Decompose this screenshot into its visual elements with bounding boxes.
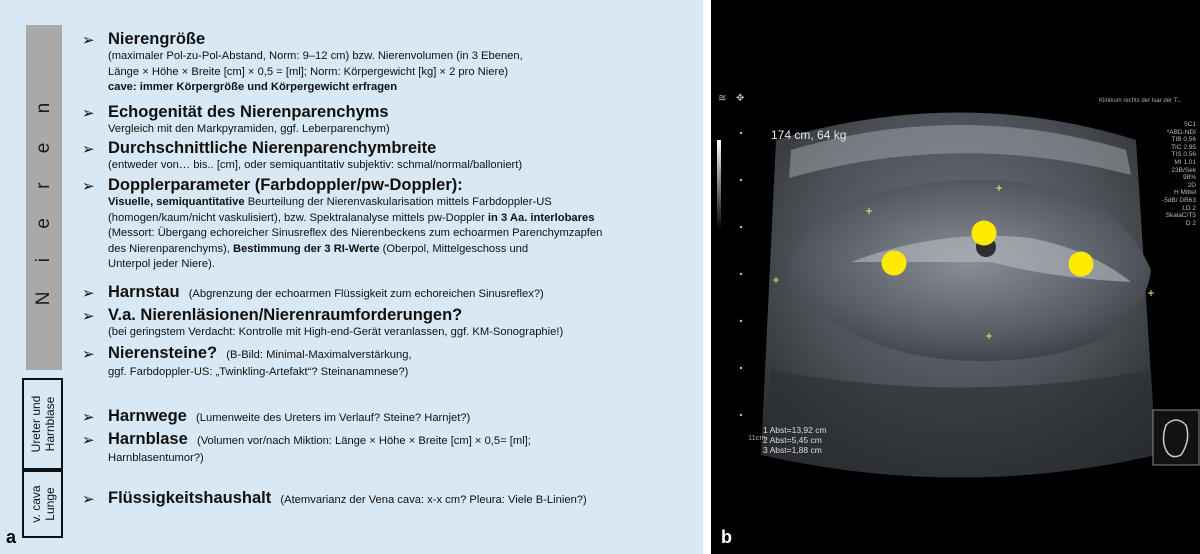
- arrow-bullet-icon: ➢: [82, 409, 95, 426]
- item-desc: (maximaler Pol-zu-Pol-Abstand, Norm: 9–12 cm) bzw. Nierenvolumen (in 3 Ebenen,: [108, 50, 523, 62]
- item-title: Nierensteine? (B-Bild: Minimal-Maximalverstärkung,: [108, 344, 412, 362]
- item-desc: Länge × Höhe × Breite [cm] × 0,5 = [ml]; Norm: Körpergewicht [kg] × 2 pro Niere): [108, 65, 509, 78]
- list-item: [82, 30, 523, 96]
- measurement-2: 2 Abst=5,45 cm: [763, 435, 822, 445]
- item-desc: des Nierenparenchyms), Bestimmung der 3 RI-Werte (Oberpol, Mittelgeschoss und: [108, 242, 529, 255]
- sidebar-ureter-label: Ureter und Harnblase: [28, 395, 57, 453]
- marker-dot: [1069, 252, 1094, 277]
- arrow-bullet-icon: ➢: [82, 285, 95, 302]
- arrow-bullet-icon: ➢: [82, 178, 95, 195]
- arrow-bullet-icon: ➢: [82, 491, 95, 508]
- scan-parameters: 5C1 *ABD-NDI TIB 0.56 TIC 2.95 TIS 0.56 MI 1.01 23B/Sek 98% 2D H Mittel -5dB/ DR63 LD 2 SkalaC/T5 D 2: [1162, 121, 1196, 227]
- item-title: Durchschnittliche Nierenparenchymbreite: [108, 139, 437, 157]
- arrow-bullet-icon: ➢: [82, 105, 95, 122]
- list-item: [82, 306, 563, 341]
- freeze-icon: ≅: [718, 93, 727, 104]
- item-title: Harnblase (Volumen vor/nach Miktion: Länge × Höhe × Breite [cm] × 0,5= [ml];: [108, 430, 531, 448]
- patient-info: 174 cm, 64 kg: [771, 128, 847, 142]
- list-item: [82, 103, 390, 138]
- item-title: Harnstau (Abgrenzung der echoarmen Flüssigkeit zum echoreichen Sinusreflex?): [108, 283, 544, 301]
- list-item: [82, 283, 544, 304]
- item-desc: (bei geringstem Verdacht: Kontrolle mit High-end-Gerät veranlassen, ggf. KM-Sonographie!): [108, 326, 564, 338]
- item-desc: (Messort: Übergang echoreicher Sinusreflex des Nierenbeckens zum echoarmen Parenchymzapfen: [108, 227, 603, 239]
- list-item: [82, 430, 531, 467]
- depth-scale: [740, 132, 742, 416]
- measurement-1: 1 Abst=13,92 cm: [763, 425, 827, 435]
- list-item: [82, 489, 587, 510]
- grayscale-bar: [717, 140, 721, 230]
- item-desc: (homogen/kaum/nicht vaskulisiert), bzw. Spektralanalyse mittels pw-Doppler in 3 Aa. interlobares: [108, 211, 595, 224]
- arrow-bullet-icon: ➢: [82, 32, 95, 49]
- list-item: [82, 344, 412, 381]
- depth-label: 11cm: [748, 433, 766, 442]
- item-title: Harnwege (Lumenweite des Ureters im Verlauf? Steine? Harnjet?): [108, 407, 471, 425]
- item-title: Echogenität des Nierenparenchyms: [108, 103, 389, 121]
- measurement-readout: [763, 425, 827, 455]
- sidebar-ureter-box: [22, 378, 63, 470]
- arrow-bullet-icon: ➢: [82, 346, 95, 363]
- panel-label-b: b: [721, 527, 732, 547]
- item-desc: Vergleich mit den Markpyramiden, ggf. Leberparenchym): [108, 123, 390, 135]
- marker-dot: [972, 221, 997, 246]
- sidebar-nieren: [26, 25, 62, 370]
- sidebar-nieren-label: N i e r e n: [33, 90, 54, 305]
- arrow-bullet-icon: ➢: [82, 432, 95, 449]
- panel-label-a: a: [6, 527, 17, 547]
- item-note: cave: immer Körpergröße und Körpergewicht erfragen: [108, 81, 398, 93]
- sidebar-lunge-box: [22, 470, 63, 538]
- item-desc: ggf. Farbdoppler-US: „Twinkling-Artefakt“? Steinanamnese?): [108, 366, 409, 378]
- ultrasound-scan: [711, 0, 1200, 554]
- list-item: [82, 176, 602, 273]
- item-title: Flüssigkeitshaushalt (Atemvarianz der Vena cava: x-x cm? Pleura: Viele B-Linien?): [108, 489, 587, 507]
- sidebar-lunge-label: v. cava Lunge: [28, 485, 57, 523]
- arrow-bullet-icon: ➢: [82, 141, 95, 158]
- item-desc: (entweder von… bis.. [cm], oder semiquantitativ subjektiv: schmal/normal/balloniert): [108, 159, 523, 171]
- item-title: Dopplerparameter (Farbdoppler/pw-Doppler):: [108, 176, 463, 194]
- item-desc: Harnblasentumor?): [108, 452, 204, 464]
- item-desc: Unterpol jeder Niere).: [108, 258, 215, 270]
- clinic-name: Klinikum rechts der Isar der T...: [1099, 98, 1182, 104]
- item-title: Nierengröße: [108, 30, 206, 48]
- list-item: [82, 139, 522, 174]
- measurement-3: 3 Abst=1,88 cm: [763, 445, 822, 455]
- ultrasound-image-panel: [711, 0, 1200, 554]
- list-item: [82, 407, 470, 428]
- item-desc: Visuelle, semiquantitative Beurteilung der Nierenvaskularisation mittels Farbdoppler-US: [108, 196, 552, 208]
- arrow-bullet-icon: ➢: [82, 308, 95, 325]
- focus-icon: ✥: [736, 93, 745, 104]
- marker-dot: [882, 251, 907, 276]
- item-title: V.a. Nierenläsionen/Nierenraumforderungen?: [108, 306, 463, 324]
